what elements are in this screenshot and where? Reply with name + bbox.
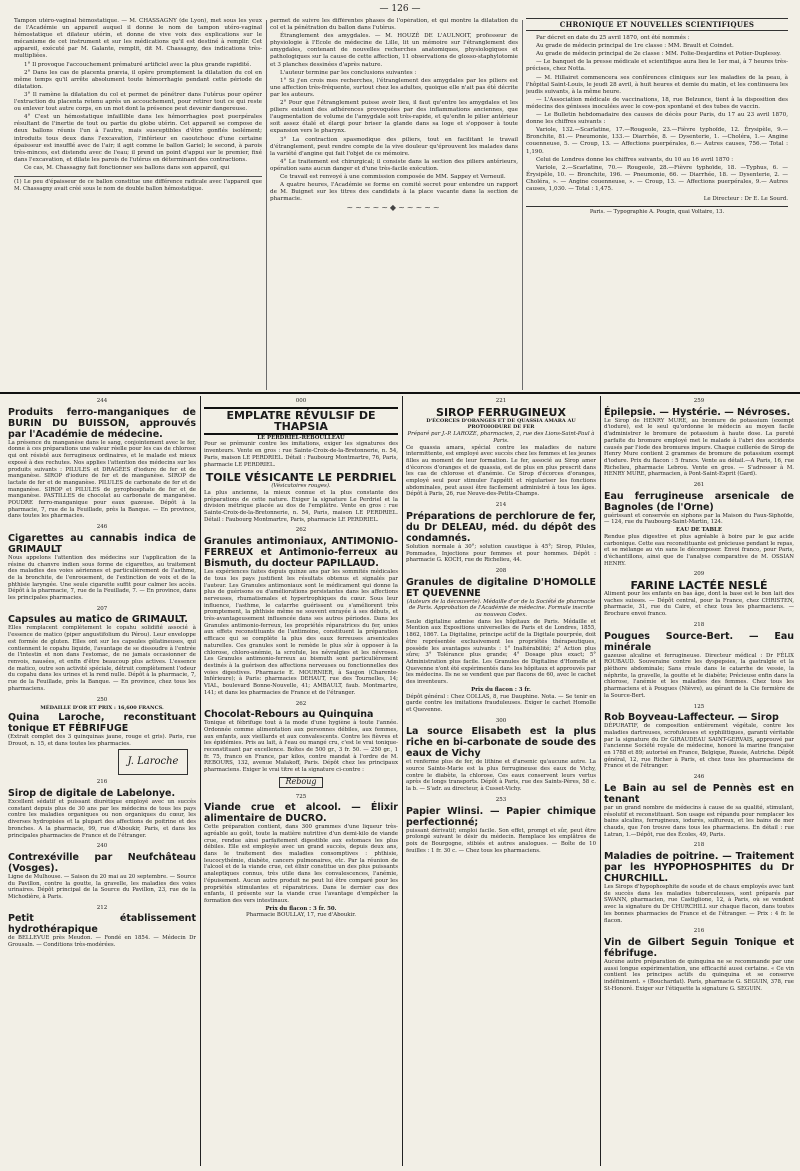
ad-number: 216	[693, 928, 705, 935]
ad-number: 262	[295, 527, 307, 534]
paragraph: — Le Bulletin hebdomadaire des causes de décès pour Paris, du 17 au 23 avril 1870, donne les chiffres suivants :	[526, 112, 788, 126]
paragraph: 1° Si j'en crois mes recherches, l'étranglement des amygdales par les piliers est une affection très-fréquente, surtout chez les adultes, quoique elle n'ait pas été décrite par les auteurs.	[270, 77, 518, 98]
ad-heading: Maladies de poitrine. — Traitement par les HYPOPHOSPHITES du Dr CHURCHILL.	[604, 851, 794, 885]
ad-heading: Épilepsie. — Hystérie. — Névroses.	[604, 406, 791, 418]
paragraph: Par décret en date du 25 avril 1870, ont été nommés :	[536, 35, 690, 42]
article-column-1	[14, 18, 262, 393]
ad-body: gazeuse alcaline et ferrugineuse. Directeur médical : Dr FÉLIX ROUBAUD. Souveraine contre les dyspepsies, la gastralgie et la pléthore abdominale; Sans rivale dans le catarrhe de vessie, la néphrite, la gravelle, la goutte et le diabète; Précieuse enfin dans la chlorose, l'anémie et les maladies des femmes. Chez tous les pharmaciens et à Pougues (Nièvre), au gérant de la Cie fermière de la Source-Bert.	[604, 652, 794, 699]
paragraph: L'auteur termine par les conclusions suivantes :	[280, 69, 417, 76]
ad-body: Aliment pour les enfants en bas âge, dont la base est le bon lait des vaches suisses. — Dépôt central, pour la France, chez CHRISTEN, pharmacie, 31, rue du Caire, et chez tous les pharmaciens. — Brochure envoi franco.	[604, 591, 794, 618]
ad-number: 212	[96, 904, 108, 911]
ad-body: Les Sirops d'hypophosphite de soude et de chaux employés avec tant de succès dans les maladies tuberculeuses, sont préparés par SWANN, pharmacien, rue Castiglione, 12, à Paris, où se vendent avec la signature du Dr CHURCHILL sur chaque flacon, dans toutes les bonnes pharmacies de France et de l'étranger. — Prix : 4 fr. le flacon.	[604, 884, 794, 924]
ad-heading: Pougues Source-Bert. — Eau minérale	[604, 630, 794, 653]
ad-body: La présence du manganèse dans le sang, conjointement avec le fer, donne à ces préparations une valeur réelle pour les cas de chlorose qui ont résisté aux ferrugineux ordinaires, et le malade est mieux exposé à des rechutes. Nos applies l'attention des médecins sur les produits suivants : PILULES et DRAGÉES d'iodure de fer et de manganèse. SIROP d'iodure de fer et de manganèse. SIROP de lactate de fer et de manganèse. PILULES de carbonate de fer et de manganèse. SIROP et PILULES de pyrophosphate de fer et de manganèse. PASTILLES de chocolat au carbonate de manganèse. POUDRE ferro-manganique pour eaux gazeuse. Dépôt à la pharmacie, 7, rue de la Feuillade, près la Banque. — En province, dans toutes les pharmacies.	[8, 439, 196, 520]
paragraph: 4° Le traitement est chirurgical; il consiste dans la section des piliers antérieurs, opération sans aucun danger et d'une très-facile exécution.	[270, 158, 518, 172]
ad-heading: Rob Boyveau-Laffecteur. — Sirop	[604, 712, 779, 724]
medal-line: MÉDAILLE D'OR ET PRIX : 16,600 FRANCS.	[40, 705, 164, 712]
tampon-article: Tampon utéro-vaginal hémostatique. — M. CHASSAGNY (de Lyon), met sous les yeux de l'Académie un appareil auquel il donne le nom de tampon utéro-vaginal hémostatique et dilateur utérin, et donne de vive voix des explications sur le mécanisme de cet instrument et sur les médications qu'il est destiné à remplir. Cet appareil, exécuté par M. Galante, remplit, dit M. Chassagny, des indications très-multipliées.	[14, 18, 262, 60]
ad-body: Aucune autre préparation de quinquina ne se recommande par une aussi longue expérimentation, une efficacité aussi certaine. « Ce vin contient les principes actifs du quinquina et se conserve indéfiniment. » (Bouchardat). Paris, pharmacie G. SEGUIN, 378, rue St-Honoré. Exiger sur l'étiquette la signature G. SEGUIN.	[604, 958, 794, 992]
paragraph: Variole, 132.—Scarlatine, 17.—Rougeole, 23.—Fièvre typhoïde, 12. Érysipèle, 9.—Bronchite, 81.— Pneumonie, 133.— Diarrhée, 8. — Dysenterie, 1. —Choléra, 1.— Angine couenneuse, 5. — Croup, 13. — Affections puerpérales, 6.— Autres causes, 756.— Total : 1,190.	[526, 127, 788, 155]
column-divider	[522, 20, 523, 390]
ad-heading: Contrexéville par Neufchâteau (Vosges).	[8, 851, 196, 874]
page-number: — 126 —	[379, 4, 421, 14]
ad-ferro-manganiques	[8, 407, 196, 520]
ornament-divider: ~~~~~◆~~~~~	[346, 203, 442, 213]
signature-box: J. Laroche	[118, 749, 188, 775]
ad-number: 253	[495, 796, 507, 803]
paragraph: 2° Pour que l'étranglement puisse avoir lieu, il faut qu'entre les amygdales et les piliers existent des adhérences provoquées par des inflammations anciennes, que l'augmentation de volume de l'amygdale soit très-rapide, et qu'enfin le pilier antérieur soit assez étalé et élargi pour briser la glande dans sa loge et s'opposer à toute expansion vers le pharynx.	[270, 100, 518, 135]
paragraph: 3° La contraction spasmodique des piliers, tout en facilitant le travail d'étranglement, peut rendre compte de la vive douleur qu'éprouvent les malades dans la variété d'angine qui fait l'objet de ce mémoire.	[270, 136, 518, 157]
ad-body: Solution normale à 30°; solution caustique à 45°; Sirop, Pilules, Pommades, Injections pour femmes et pour hommes. Dépôt : pharmacie G. KOCH, rue de Richelieu, 44.	[406, 543, 596, 564]
ad-sirop-digitale	[8, 788, 196, 839]
ad-contrexeville	[8, 852, 196, 901]
column-divider	[402, 396, 403, 1166]
ad-number: 725	[295, 793, 307, 800]
amygdales-article: Étranglement des amygdales. — M. HOUZÉ DE L'AULNOIT, professeur de physiologie à l'Ecole de médecine de Lille, lit un mémoire sur l'étranglement des amygdales, contenant de nouvelles recherches anatomiques, physiologiques et pathologiques sur la cause de cette affection, 11 observations de glosso-staphylotomie et 3 planches dessinées d'après nature.	[270, 33, 518, 68]
ad-capsules-matico	[8, 614, 196, 692]
paragraph: permet de suivre les différentes phases de l'opération, et qui montre la dilatation du col et la pénétration du ballon dans l'utérus.	[270, 18, 518, 32]
paragraph: — L'Association médicale de vaccinations, 18, rue Belzunce, tient à la disposition des médecins des génisses inoculées avec le cow-pox spontané et des tubes de vaccin.	[526, 96, 788, 110]
ad-heading: TOILE VÉSICANTE LE PERDRIEL	[205, 471, 397, 485]
chronique-heading: CHRONIQUE ET NOUVELLES SCIENTIFIQUES	[526, 18, 788, 31]
ad-body: (Extrait complet des 3 quinquinas jaune, rouge et gris). Paris, rue Drouot, n. 15, et dans toutes les pharmacies.	[8, 733, 196, 747]
ad-hydrotherapique	[8, 913, 196, 948]
ad-number: 208	[495, 567, 507, 574]
ad-body: Dépôt général : Chez COLLAS, 8, rue Dauphine. Nota. — Se tenir en garde contre les imitations frauduleuses. Exiger le cachet Homolle et Quevenne.	[406, 693, 596, 713]
ad-heading: Vin de Gilbert Seguin Tonique et fébrifuge.	[604, 936, 794, 959]
ad-viande-crue	[204, 802, 398, 919]
signature-reboug: Reboug	[279, 777, 324, 788]
ad-number: 261	[693, 482, 705, 489]
ad-heading: La source Elisabeth est la plus riche en bi-carbonate de soude des eaux de Vichy	[406, 726, 596, 760]
ad-number: 244	[96, 398, 108, 404]
ad-number: 216	[96, 779, 108, 786]
paragraph: Variole, 2.—Scarlatine, 70.— Rougeole, 28.—Fièvre typhoïde, 18. —Typhus, 6. — Érysipèle, 10. — Bronchite, 196. — Pneumonie, 66. — Diarrhée, 18. — Dysenterie, 2. — Choléra, ». — Angine couenneuse, ». — Croup, 13. — Affections puerpérales, 9.— Autres causes, 1,030. — Total : 1,475.	[526, 164, 788, 192]
article-column-2	[270, 18, 518, 393]
ad-body: Cette préparation contient, dans 300 grammes d'une liqueur très-agréable au goût, toute la matière nutritive d'un demi-kilo de viande crue, rendue ainsi parfaitement digestible aux estomacs les plus débiles. Elle est employée avec un grand succès, depuis deux ans, dans le traitement des maladies consomptives : phthisie, leucocythémie, diabète, cancers pulmonaires, etc. Par la réunion de l'alcool et de la viande crue, cet élixir constitue un des plus puissants analeptiques connus, très utile dans les convalescences, l'anémie, l'épuisement. Aucun autre produit ne peut lui être comparé pour les propriétés stimulantes et réparatrices. Dans le dernier cas des enfants, il présente sur la viande crue l'avantage d'empêcher la formation des vers intestinaux.	[204, 824, 398, 904]
ad-emplatre-thapsia	[204, 407, 398, 469]
paragraph: — Le banquet de la presse médicale et scientifique aura lieu le 1er mai, à 7 heures très-précises, chez Notta.	[526, 59, 788, 73]
ad-heading: Viande crue et alcool. — Élixir alimentaire de DUCRO.	[204, 802, 398, 825]
ad-number: 250	[96, 696, 108, 703]
ad-subheading: D'ÉCORCES D'ORANGES ET DE QUASSIA AMARA AU PROTOIODURE DE FER	[426, 417, 576, 431]
ad-digitaline	[406, 577, 596, 714]
ad-eau-bagnoles	[604, 491, 794, 568]
ad-subheading: LE PERDRIEL-REBOULLEAU	[257, 434, 345, 441]
paragraph: 2° Dans les cas de placenta prævia, il opère promptement la dilatation du col en même temps qu'il arrête absolument toute hémorrhagie pendant cette période de dilatation.	[14, 69, 262, 90]
ad-heading: Quina Laroche, reconstituant tonique ET FÉBRIFUGE	[8, 711, 196, 734]
paragraph: 4° C'est un hémostatique infaillible dans les hémorrhagies post puerpérales résultant de l'inertie de tout ou partie du globe utérin. Cet appareil se compose de deux ballons réunis l'un à l'autre, mais susceptibles d'être gonflés isolément; introduits tous deux dans l'excavation, l'inférieur en caoutchouc d'une certaine épaisseur est insufflé avec de l'air; il agit comme le ballon Gariel; le second, à parois très-minces, est distendu avec de l'eau; il prend un point d'appui sur le premier, fixé dans l'excavation, et dilate les parois de l'utérus en déterminant des contractions.	[14, 114, 262, 163]
ad-body: et renferme plus de fer, de lithine et d'arsenic qu'aucune autre. La source Sainte-Marie est la plus ferrugineuse des eaux de Vichy, contre le diabète, la chlorose. Ces eaux conservent leurs vertus après de longs transports. Dépôt à Paris, rue des Saints-Pères, 58 c. la b. — S'adr. au directeur, à Cusset-Vichy.	[406, 759, 596, 793]
ad-heading: Capsules au matico de GRIMAULT.	[8, 614, 188, 626]
ad-subheading: (Vésicatoires rouges).	[271, 483, 331, 490]
ad-body: Seule digitaline admise dans les hôpitaux de Paris. Médaille et Mention aux Expositions universelles de Paris et de Londres, 1855, 1862, 1867. La Digitaline, principe actif de la Digitale pourprée, doit être représentée exclusivement les propriétés thérapeutiques, possède les avantages suivants : 1° Inaltérabilité; 2° Action plus sûre; 3° Tolérance plus grande; 4° Dosage plus exact; 5° Administration plus facile. Les Granules de Digitaline d'Homolle et Quevenne n'ont été expérimentés dans les hôpitaux et approuvés par les médecins. Ils ne se vendent que par flacons de 60, avec le cachet des inventeurs.	[406, 618, 596, 686]
ad-number: 246	[96, 524, 108, 531]
ad-granules-antimoniaux	[204, 536, 398, 696]
ad-heading: FARINE LACTÉE NESLÉ	[630, 579, 768, 593]
ad-body: Ce quassia amara, spécial contre les maladies de nature intermittente, est employé avec succès chez les femmes et les jeunes filles au moment de leur formation. Le fer, associé au Sirop amer d'écorces d'oranges et de quassia, est de plus en plus prescrit dans les cas de chlorose et d'anémie. Ce Sirop d'écorces d'oranges, employé seul pour stimuler l'appétit et régulariser les fonctions abdominales, peut aussi être facilement administré à tous les âges. Dépôt à Paris, 26, rue Neuve-des-Petits-Champs.	[406, 444, 596, 498]
chronique-column	[526, 18, 788, 393]
ad-maladies-poitrine	[604, 851, 794, 924]
ad-heading: Préparations de perchlorure de fer, du Dr DELEAU, méd. du dépôt des condamnés.	[406, 510, 596, 544]
paragraph: — M. Hillairet commencera ses conférences cliniques sur les maladies de la peau, à l'hôpital Saint-Louis, le jeudi 28 avril, à huit heures et demie du matin, et les continuera les jeudis suivants, à la même heure.	[526, 74, 788, 95]
paragraph: Au grade de médecin principal de 2e classe : MM. Folie-Desjardins et Potier-Duplessy.	[536, 51, 781, 58]
ad-number: 209	[693, 571, 705, 578]
ad-subheading: EAU DE TABLE	[676, 527, 722, 534]
ad-address: Préparé par J.-P. LAROZE, pharmacien, 2, rue des Lions-Saint-Paul à Paris.	[407, 431, 595, 444]
ad-number: 125	[693, 703, 705, 710]
ad-sirop-ferrugineux	[406, 407, 596, 498]
paragraph: 1° Il provoque l'accouchement prématuré artificiel avec la plus grande rapidité.	[24, 61, 252, 68]
ad-number: 246	[693, 774, 705, 781]
ad-heading: Granules antimoniaux, ANTIMONIO-FERREUX et Antimonio-ferreux au Bismuth, du docteur PAPILLAUD.	[204, 536, 398, 570]
ad-body: Rendue plus digestive et plus agréable à boire par le gaz acide carbonique. Cette eau reconstituante est précieuse pendant le repas, et se mélange au vin sans le décomposer. Envoi franco, pour Paris, d'échantillons, ainsi que de l'analyse comparative de M. OSSIAN HENRY.	[604, 533, 794, 567]
ad-body: DÉPURATIF, de composition entièrement végétale, contre les maladies dartreuses, scrofuleuses et syphilitiques, garanti véritable par la signature du Dr GIRAUDEAU SAINT-GERVAIS, approuvé par l'ancienne Société royale de médecine, honoré la marine française en 1788 et 89; autorisé en France, Belgique, Russie, Autriche. Dépôt général, 12, rue Richer à Paris, et chez tous les pharmaciens de France et de l'étranger.	[604, 723, 794, 770]
ad-number: 259	[693, 398, 705, 404]
ad-quina-laroche	[8, 705, 196, 775]
ad-heading: Chocolat-Rebours au Quinquina	[204, 709, 374, 721]
printer-line: Paris. — Typographie A. Pougin, quai Voltaire, 13.	[526, 206, 788, 216]
ads-column-1	[8, 396, 196, 1166]
ad-body: Excellent sédatif et puissant diurétique employé avec un succès constant depuis plus de 30 ans par les médecins de tous les pays contre les maladies organiques ou non organiques du cœur, les diverses hydropisies et la plupart des affections de poitrine et des bronches. A la pharmacie, 99, rue d'Aboukir, Paris, et dans les principales pharmacies de France et de l'étranger.	[8, 799, 196, 839]
ad-number: 000	[295, 398, 307, 404]
column-divider	[266, 20, 267, 390]
ad-heading: Petit établissement hydrothérapique	[8, 913, 196, 936]
ad-body: par un grand nombre de médecins à cause de sa qualité, stimulant, résolutif et reconstituant. Son usage est répandu pour remplacer les bains alcalins, ferrugineux, iodurés, sulfureux, et les bains de mer chauds, que l'on trouve dans tous les pharmaciens. En détail : rue Latran, 1.—Dépôt, rue des Écoles, 49, Paris.	[604, 804, 794, 838]
ad-number: 218	[693, 842, 705, 849]
ads-column-2	[204, 396, 398, 1166]
ad-heading: SIROP FERRUGINEUX	[436, 405, 566, 419]
paragraph: Celui de Londres donne les chiffres suivants, du 10 au 16 avril 1870 :	[536, 156, 734, 163]
ad-number: 218	[693, 621, 705, 628]
ad-body: Le Sirop de HENRY MURE, au bromure de potassium (exempt d'iodure), est le seul qu'ordonne le médecin au moyen facile d'administrer le bromure de potassium à haute dose. La pureté parfaite du bromure employé met le malade à l'abri des accidents causés par l'iode des bromures impurs. Chaque cuillerée de Sirop de Henry Mure contient 2 grammes de bromure de potassium exempt d'iodure. Prix du flacon : 5 francs. Vente au détail.—A Paris, 16, rue Richelieu, pharmacie Lebrou. Vente en gros. — S'adresser à M. HENRY MURE, pharmacien, à Pont-Saint-Esprit (Gard).	[604, 417, 794, 478]
ad-heading: Le Bain au sel de Pennès est en tenant	[604, 782, 794, 805]
ad-heading: Produits ferro-manganiques de BURIN DU BUISSON, approuvés par l'Académie de médecine.	[8, 406, 196, 440]
ad-heading: Papier Wlinsi. — Papier chimique perfectionné;	[406, 805, 596, 828]
ad-heading: Eau ferrugineuse arsenicale de Bagnoles (de l'Orne)	[604, 490, 794, 513]
ad-body: Nous appelons l'attention des médecins sur l'application de la résine du chanvre indien sous forme de cigarettes, au traitement des maladies des voies aériennes et particulièrement de l'asthme, de la bronchite, de l'enrouement, de l'extinction de voix et de la phthisie laryngée. Une seule cigarette suffit pour calmer les accès. Dépôt à la pharmacie, 7, rue de la Feuillade, 7. — En province, dans les principales pharmacies.	[8, 554, 196, 602]
ad-body: Pour se prémunir contre les imitations, exiger les signatures des inventeurs. Vente en gros : rue Sainte-Croix-de-la-Bretonnerie, n. 54, Paris, maison LE PERDRIEL. Détail : Faubourg Montmartre, 76, Paris, pharmacie LE PERDRIEL.	[204, 441, 398, 468]
ad-papier-wlinsi	[406, 806, 596, 855]
section-rule	[0, 392, 800, 394]
ad-body: La plus ancienne, la mieux connue et la plus constante des préparations de cette nature. Exiger la signature Le Perdriel et la division métrique placée au dos de l'emplâtre. Vente en gros : rue Sainte-Croix-de-la-Bretonnerie, n. 54, Paris, maison LE PERDRIEL. Détail : Faubourg Montmartre, Paris, pharmacie LE PERDRIEL.	[204, 489, 398, 523]
ad-number: 262	[295, 700, 307, 707]
paragraph: Ce cas, M. Chassagny fait fonctionner ses ballons dans son appareil, qui	[24, 164, 230, 171]
ad-farine-lactee	[604, 580, 794, 618]
ad-number: 214	[495, 502, 507, 509]
paragraph: 3° Il ramène la dilatation du col et permet de pénétrer dans l'utérus pour opérer l'extraction du placenta retenu après un accouchement, pour retirer tout ce qui reste ou enlever tout autre corps, en un mot dont la présence peut devenir dangereuse.	[14, 91, 262, 113]
footnote: (1) Le peu d'épaisseur de ce ballon constitue une différence radicale avec l'appareil que M. Chassagny avait créé sous le nom de double ballon hémostatique.	[14, 176, 262, 193]
paragraph: Ce travail est renvoyé à une commission composée de MM. Sappey et Verneuil.	[280, 173, 506, 180]
ad-number: 207	[96, 605, 108, 612]
ad-rob-boyveau	[604, 712, 794, 770]
ad-number: 240	[96, 843, 108, 850]
ad-body: Elles remplacent complètement le copahu solidifié associé à l'essence de matico (piper angustifolium du Pérou). Leur enveloppe est formée de gluten. Elles ont sur les capsules gélatineuses, qui contiennent le copahu liquide, l'avantage de se dissoudre à l'entrée de l'intestin et non dans l'estomac, de ne jamais occasionner de renvois, nausées, et enfin d'être beaucoup plus actives. L'essence de matico, outre son activité spéciale, détruit complètement l'odeur du copahu dans les urines et la rend nulle. Dépôt à la pharmacie, 7, rue de la Feuillade, près la Banque. — En province, chez tous les pharmaciens.	[8, 625, 196, 692]
ad-heading: Sirop de digitale de Labelonye.	[8, 788, 176, 800]
ad-body: Les expériences faites depuis quinze ans par les sommités médicales de tous les pays justifient les résultats obtenus et signalés par l'auteur. Les Granules antimoniaux sont le médicament qui donne la plus de guérisons ou d'améliorations persistantes dans les affections nerveuses, rhumatismales et hypertrophiques du cœur. Sous leur influence, l'asthme, le catarrhe guérissent ou s'améliorent très promptement, la phthisie même ne souvent enrayée à ses débuts, et très-avantageusement influencée dans ses autres périodes. Dans les Granules antimonio-ferreux, les propriétés réparatrices du fer, unies aux effets reconstituants de l'antimoine, constituent la préparation efficace qui se complète la plus des eaux ferreuses arsenicales naturelles. Ces granules sont le remède le plus sûr à opposer à la chlorose, chloro-anémie, la scrofule, les névralgies et les névroses. Les Granules antimonio-ferreux au bismuth sont particulièrement destinés à la guérison des affections nerveuses ou fonctionnelles des voies digestives. Pharmacie E. MOURNIER, à Saujon (Charente-Inférieure); à Paris: pharmacies DEHAUT, rue des Tournelles, 14; VIAL, boulevard Bonne-Nouvelle, 41; AMBAULT, faub. Montmartre, 141; et dans les pharmacies de France et de l'étranger.	[204, 569, 398, 696]
ad-address: Pharmacie BOULLAY, 17, rue d'Aboukir.	[246, 912, 356, 919]
ad-source-elisabeth	[406, 726, 596, 793]
ad-body: guérissant et conservée en siphons par la Maison du Faux-Siphoïde, — 124, rue du Faubourg-Saint-Martin, 124.	[604, 512, 794, 526]
column-divider	[200, 396, 201, 1166]
director-signature: Le Directeur : Dr E. Le Sourd.	[703, 196, 788, 203]
ads-column-4	[604, 396, 794, 1166]
paragraph: A quatre heures, l'Académie se forme en comité secret pour entendre un rapport de M. Buignet sur les titres des candidats à la place vacante dans la section de pharmacie.	[270, 182, 518, 203]
ads-column-3	[406, 396, 596, 1166]
ad-body: Tonique et fébrifuge tout à la mode d'une hygiène à toute l'année. Ordonnée comme alimentation aux personnes débiles, aux femmes, aux enfants, aux vieillards et aux convalescents. Contre les fièvres et les épidémies. Pris au lait, à l'eau ou mangé cru, c'est le vrai tonique-reconstituant par excellence. Boîtes de 500 gr., 3 fr. 50. — 250 gr., 1 fr. 75, franco en France, par kilos, contre mandat à l'ordre de M. REBOURS, 132, avenue Malakoff, Paris. Dépôt chez les principaux pharmaciens. Exiger le vrai titre et la signature ci-contre :	[204, 720, 398, 774]
ad-toile-vesicante	[204, 472, 398, 523]
column-divider	[600, 396, 601, 1166]
ad-price: Prix du flacon : 3 fr.	[471, 686, 531, 693]
ad-number: 221	[495, 398, 507, 404]
ad-vin-gilbert-seguin	[604, 937, 794, 993]
ad-price: Prix du flacon : 3 fr. 50.	[265, 905, 337, 912]
paragraph: Au grade de médecin principal de 1re classe : MM. Brault et Coindet.	[536, 43, 734, 50]
ad-heading: EMPLATRE RÉVULSIF DE THAPSIA	[204, 407, 398, 435]
ad-body: de BELLEVUE près Meudon. — Fondé en 1854. — Médecin Dr Grousaln. — Conditions très-modérées.	[8, 935, 196, 949]
ad-pougues	[604, 631, 794, 700]
ad-body: puissant dérivatif; emploi facile. Son effet, prompt et sûr, peut être prolongé suivant le désir du médecin. Remplace les emplâtres de poix de Bourgogne, stibiés et autres analogues. — Boîte de 10 feuilles : 1 fr. 30 c. — Chez tous les pharmaciens.	[406, 827, 596, 854]
ad-subheading: (Auteurs de la découverte). Médaille d'or de la Société de pharmacie de Paris. Approbation de l'Académie de médecine. Formule inscrite au nouveau Codex.	[406, 598, 596, 619]
ad-body: Ligne de Mulhouse. — Saison du 20 mai au 20 septembre. — Source du Pavillon, contre la goutte, la gravelle, les maladies des voies urinaires. Dépôt principal de la Source du Pavillon, 23, rue de la Michodière, à Paris.	[8, 873, 196, 901]
ad-epilepsie	[604, 407, 794, 478]
ad-chocolat-reboursa	[204, 709, 398, 789]
ad-number: 300	[495, 717, 507, 724]
ad-perchlorure	[406, 511, 596, 564]
ad-bain-pennes	[604, 783, 794, 839]
ad-heading: Cigarettes au cannabis indica de GRIMAULT	[8, 532, 196, 555]
ad-heading: Granules de digitaline D'HOMOLLE ET QUEVENNE	[406, 576, 596, 599]
ad-cigarettes	[8, 533, 196, 602]
